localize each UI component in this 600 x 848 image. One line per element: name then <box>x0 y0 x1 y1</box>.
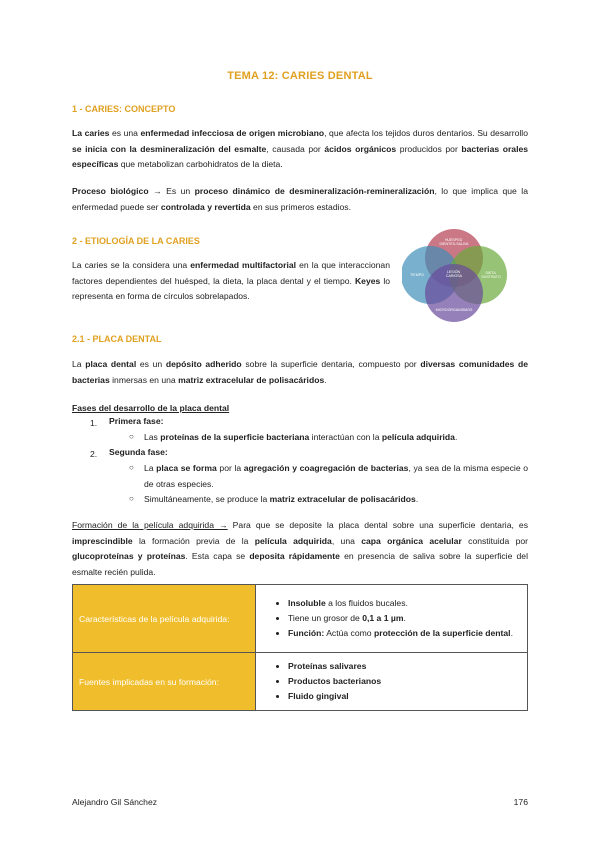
fase2-item2: Simultáneamente, se produce la matriz extracelular de polisacáridos. <box>144 494 419 504</box>
table-values-caracteristicas <box>256 585 528 653</box>
keyes-venn-diagram <box>402 225 507 323</box>
venn-label-lesion <box>446 269 463 278</box>
list-item: • Fluido gingival <box>288 689 519 704</box>
venn-label-microorganismos: MICROORGANISMOS <box>435 308 473 312</box>
paragraph-pelicula-adquirida: Formación de la película adquirida → Para que se deposite la placa dental sobre una superficie dentaria, es imprescindible la formación previa de la película adquirida, una capa orgánica acelular constituida por glucoproteínas y proteínas. Esta capa se deposita rápidamente en presencia de saliva sobre la superficie del esmalte recién pulida. <box>72 520 528 577</box>
venn-label-huesped-l2: DIENTES-SALIVA <box>439 242 469 247</box>
section-heading-caries-concepto: 1 - CARIES: CONCEPTO <box>72 104 176 114</box>
fase1-title: Primera fase: <box>109 416 164 426</box>
bullet-circle-icon: ○ <box>129 494 134 503</box>
fase1-item: Las proteínas de la superficie bacteriana interactúan con la película adquirida. <box>144 432 458 442</box>
paragraph-etiologia: La caries se la considera una enfermedad multifactorial en la que interaccionan factores dependientes del huésped, la dieta, la placa dental y el tiempo. Keyes lo representa en forma de círculos sobrelapados. <box>72 260 391 301</box>
fases-title: Fases del desarrollo de la placa dental <box>72 403 230 413</box>
pelicula-table <box>72 584 528 711</box>
venn-label-dieta-l2: SUSTRATO <box>481 275 501 280</box>
fase1-number: 1. <box>90 418 98 428</box>
bullet-circle-icon: ○ <box>129 463 134 472</box>
fase2-number: 2. <box>90 449 98 459</box>
table-label-fuentes: Fuentes implicadas en su formación: <box>73 653 256 711</box>
page-title: TEMA 12: CARIES DENTAL <box>227 70 373 82</box>
list-item: • Productos bacterianos <box>288 674 519 689</box>
footer-page-number: 176 <box>513 797 528 807</box>
section-heading-placa-dental: 2.1 - PLACA DENTAL <box>72 334 162 344</box>
bullet-circle-icon: ○ <box>129 432 134 441</box>
venn-label-lesion-l2: CARIOSA <box>445 274 463 279</box>
table-values-fuentes <box>256 653 528 711</box>
table-label-caracteristicas: Características de la película adquirida: <box>73 585 256 653</box>
section-heading-etiologia: 2 - ETIOLOGÍA DE LA CARIES <box>72 236 200 246</box>
list-item: • Función: Actúa como protección de la superficie dental. <box>288 626 519 641</box>
fase2-item1: La placa se forma por la agregación y coagregación de bacterias, ya sea de la misma especie o de otras especies. <box>144 463 529 489</box>
paragraph-proceso-biologico: Proceso biológico → Es un proceso dinámico de desmineralización-remineralización, lo que implica que la enfermedad puede ser controlada y revertida en sus primeros estadios. <box>72 186 528 212</box>
list-item: • Proteínas salivares <box>288 659 519 674</box>
list-item: • Insoluble a los fluidos bucales. <box>288 596 519 611</box>
venn-label-lesion-l1: LESIÓN <box>446 270 461 274</box>
venn-label-dieta-l1: DIETA <box>485 271 496 275</box>
list-item: • Tiene un grosor de 0,1 a 1 µm. <box>288 611 519 626</box>
venn-label-huesped-l1: HUÉSPED <box>444 238 463 242</box>
venn-label-tiempo: TIEMPO <box>410 273 424 277</box>
paragraph-caries-definition: La caries es una enfermedad infecciosa de origen microbiano, que afecta los tejidos duros dentarios. Su desarrollo se inicia con la desmineralización del esmalte, causada por ácidos orgánicos producidos por bacterias orales específicas que metabolizan carbohidratos de la dieta. <box>72 128 529 169</box>
footer-author: Alejandro Gil Sánchez <box>72 797 158 807</box>
fase2-title: Segunda fase: <box>109 447 168 457</box>
paragraph-placa-dental: La placa dental es un depósito adherido sobre la superficie dentaria, compuesto por diversas comunidades de bacterias inmersas en una matriz extracelular de polisacáridos. <box>72 359 528 385</box>
